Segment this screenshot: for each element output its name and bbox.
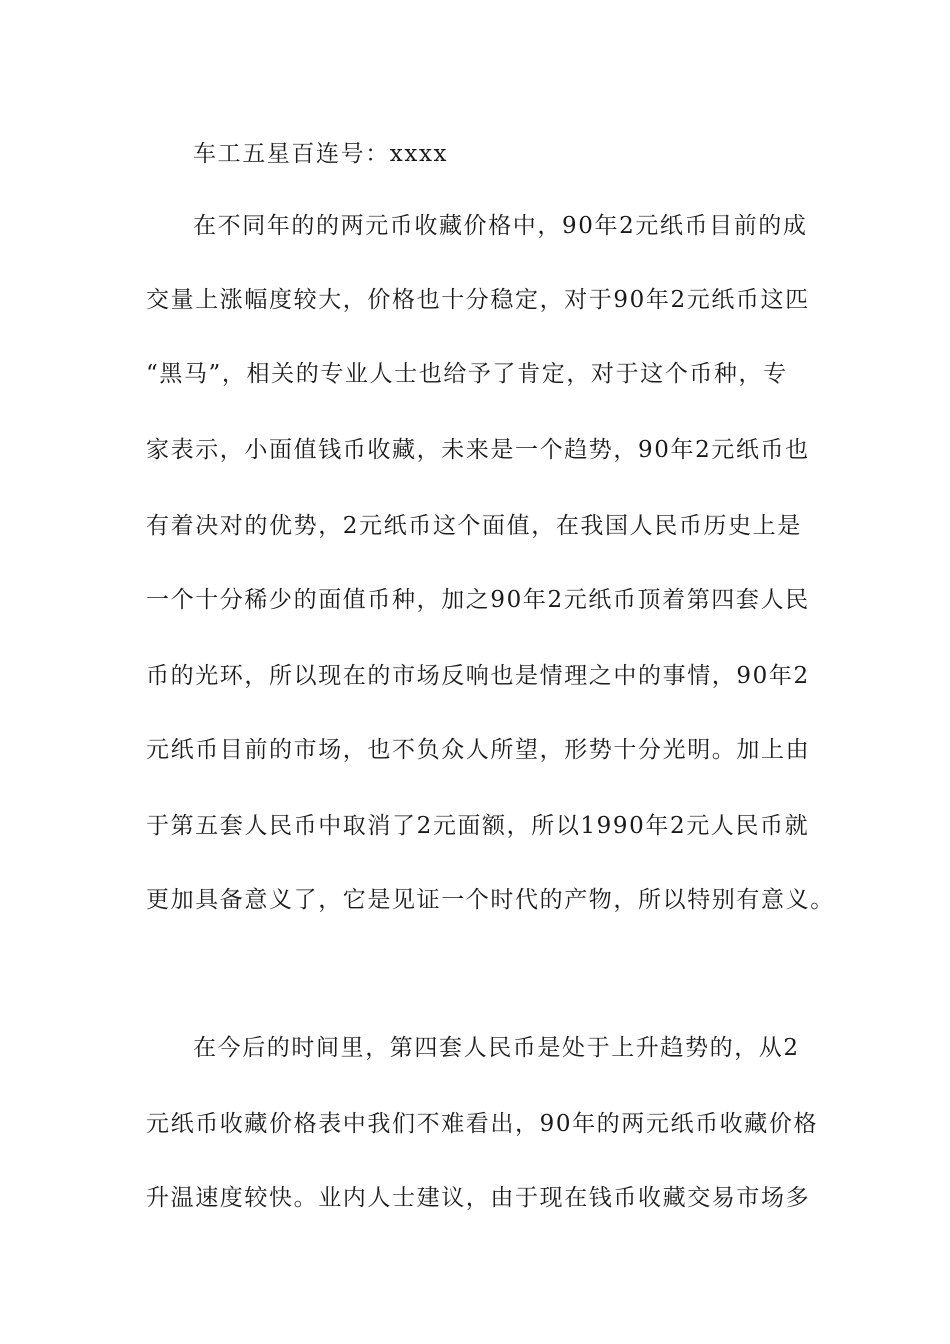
- paragraph-1-line: 更加具备意义了，它是见证一个时代的产物，所以特别有意义。: [146, 887, 835, 913]
- serial-line: 车工五星百连号：xxxx: [193, 141, 449, 167]
- paragraph-1-line: 于第五套人民币中取消了2元面额，所以1990年2元人民币就: [146, 813, 810, 839]
- paragraph-1-line: 一个十分稀少的面值币种，加之90年2元纸币顶着第四套人民: [146, 587, 810, 613]
- paragraph-1-line: 币的光环，所以现在的市场反响也是情理之中的事情，90年2: [146, 663, 810, 689]
- paragraph-1-line: 在不同年的的两元币收藏价格中，90年2元纸币目前的成: [193, 213, 808, 239]
- paragraph-2-line: 升温速度较快。业内人士建议，由于现在钱币收藏交易市场多: [146, 1185, 811, 1211]
- paragraph-2-line: 元纸币收藏价格表中我们不难看出，90年的两元纸币收藏价格: [146, 1111, 819, 1137]
- paragraph-1-line: 家表示，小面值钱币收藏，未来是一个趋势，90年2元纸币也: [146, 437, 810, 463]
- paragraph-2-line: 在今后的时间里，第四套人民币是处于上升趋势的，从2: [193, 1035, 800, 1061]
- paragraph-1-line: 有着决对的优势，2元纸币这个面值，在我国人民币历史上是: [146, 513, 802, 539]
- paragraph-1-line: 交量上涨幅度较大，价格也十分稳定，对于90年2元纸币这匹: [146, 287, 810, 313]
- paragraph-1-line: 元纸币目前的市场，也不负众人所望，形势十分光明。加上由: [146, 737, 811, 763]
- paragraph-1-line: “黑马”，相关的专业人士也给予了肯定，对于这个币种，专: [146, 361, 788, 387]
